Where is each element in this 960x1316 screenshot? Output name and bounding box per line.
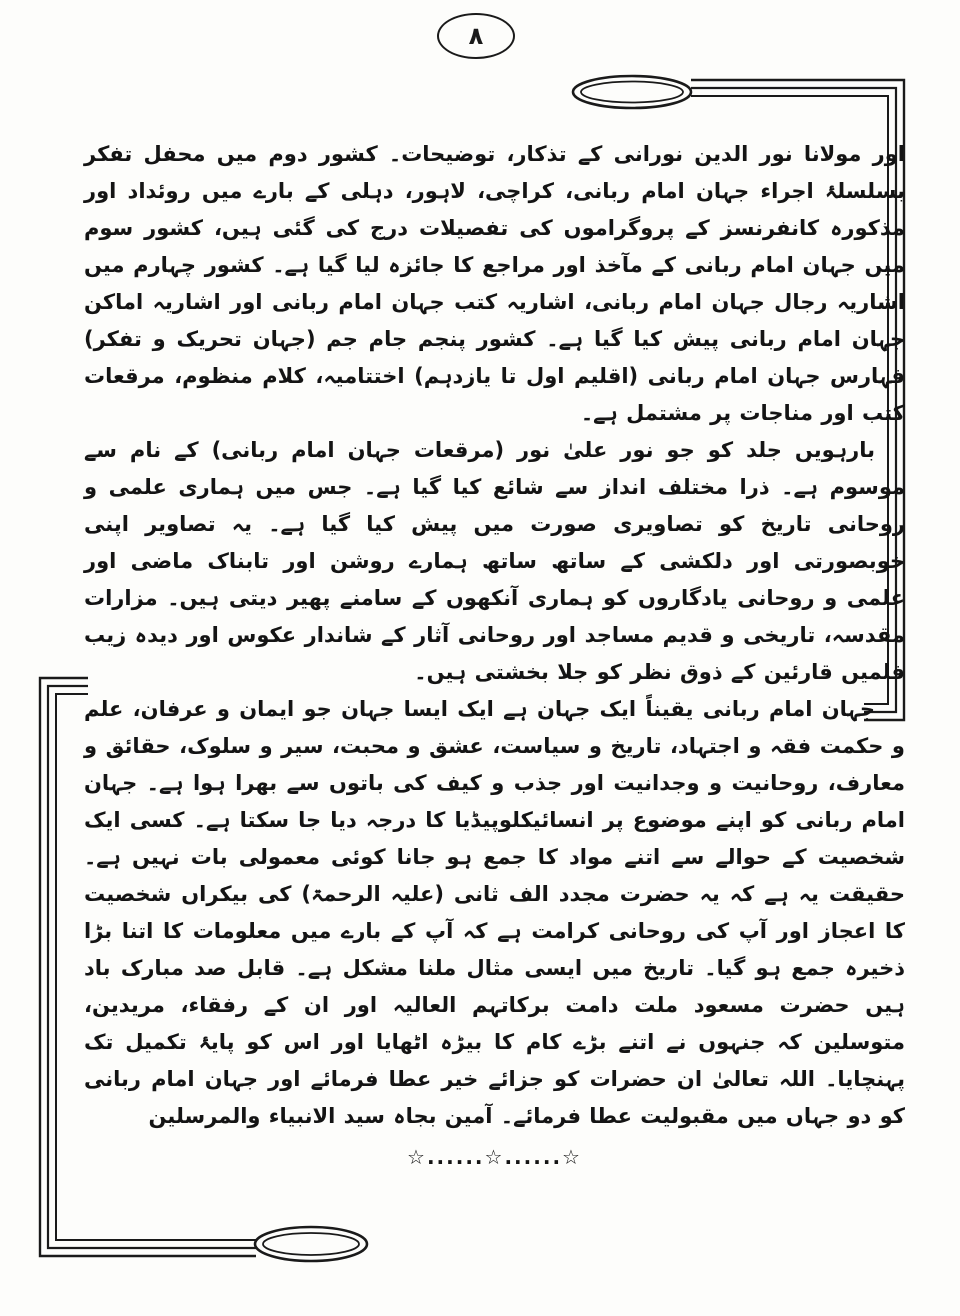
section-divider-stars: ☆......☆......☆ — [407, 1145, 582, 1169]
page-number: ۸ — [468, 22, 484, 50]
page-number-badge — [437, 13, 515, 59]
paragraph-1: اور مولانا نور الدین نورانی کے تذکار، توضیحات۔ کشور دوم میں محفل تفکر بسلسلۂ اجراء جہان امام ربانی، کراچی، لاہور، دہلی کے بارے میں روئداد اور مذکورہ کانفرنسز کے پروگراموں کی تفصیلات درج کی گئی ہیں، کشور سوم میں جہان امام ربانی کے مآخذ اور مراجع کا جائزہ لیا گیا ہے۔ کشور چہارم میں اشاریہ رجال جہان امام ربانی، اشاریہ کتب جہان امام ربانی اور اشاریہ اماکن جہان امام ربانی پیش کیا گیا ہے۔ کشور پنجم جام جم (جہان تحریک و تفکر) فہارس جہان امام ربانی (اقلیم اول تا یازدہم) اختتامیہ، کلام منظوم، مرقعات کتب اور مناجات پر مشتمل ہے۔ — [84, 142, 905, 425]
body-text — [84, 136, 905, 1169]
paragraph-2: بارہویں جلد کو جو نور علیٰ نور (مرقعات جہان امام ربانی) کے نام سے موسوم ہے۔ ذرا مختلف انداز سے شائع کیا گیا ہے۔ جس میں ہماری علمی و روحانی تاریخ کو تصاویری صورت میں پیش کیا گیا ہے۔ یہ تصاویر اپنی خوبصورتی اور دلکشی کے ساتھ ساتھ ہمارے روشن اور تابناک ماضی اور علمی و روحانی یادگاروں کو ہماری آنکھوں کے سامنے پھیر دیتی ہیں۔ مزارات مقدسہ، تاریخی و قدیم مساجد اور روحانی آثار کے شاندار عکوس اور دیدہ زیب فلمیں قارئین کے ذوق نظر کو جلا بخشتی ہیں۔ — [84, 438, 905, 684]
paragraph-3: جہان امام ربانی یقیناً ایک جہان ہے ایک ایسا جہان جو ایمان و عرفان، علم و حکمت فقہ و اجتہاد، تاریخ و سیاست، عشق و محبت، سیر و سلوک، حقائق و معارف، روحانیت و وجدانیت اور جذب و کیف کی باتوں سے بھرا ہوا ہے۔ جہان امام ربانی کو اپنے موضوع پر انسائیکلوپیڈیا کا درجہ دیا جا سکتا ہے۔ کسی ایک شخصیت کے حوالے سے اتنے مواد کا جمع ہو جانا کوئی معمولی بات نہیں ہے۔ حقیقت یہ ہے کہ یہ حضرت مجدد الف ثانی (علیہ الرحمۃ) کی بیکراں شخصیت کا اعجاز اور آپ کی روحانی کرامت ہے کہ آپ کے بارے میں معلومات کا اتنا بڑا ذخیرہ جمع ہو گیا۔ تاریخ میں ایسی مثال ملنا مشکل ہے۔ قابل صد مبارک باد ہیں حضرت مسعود ملت دامت برکاتہم العالیہ اور ان کے رفقاء، مریدین، متوسلین کہ جنہوں نے اتنے بڑے کام کا بیڑہ اٹھایا اور اس کو پایۂ تکمیل تک پہنچایا۔ اللہ تعالیٰ ان حضرات کو جزائے خیر عطا فرمائے اور جہان امام ربانی کو دو جہاں میں مقبولیت عطا فرمائے۔ آمین بجاہ سید الانبیاء والمرسلین — [84, 697, 905, 1128]
